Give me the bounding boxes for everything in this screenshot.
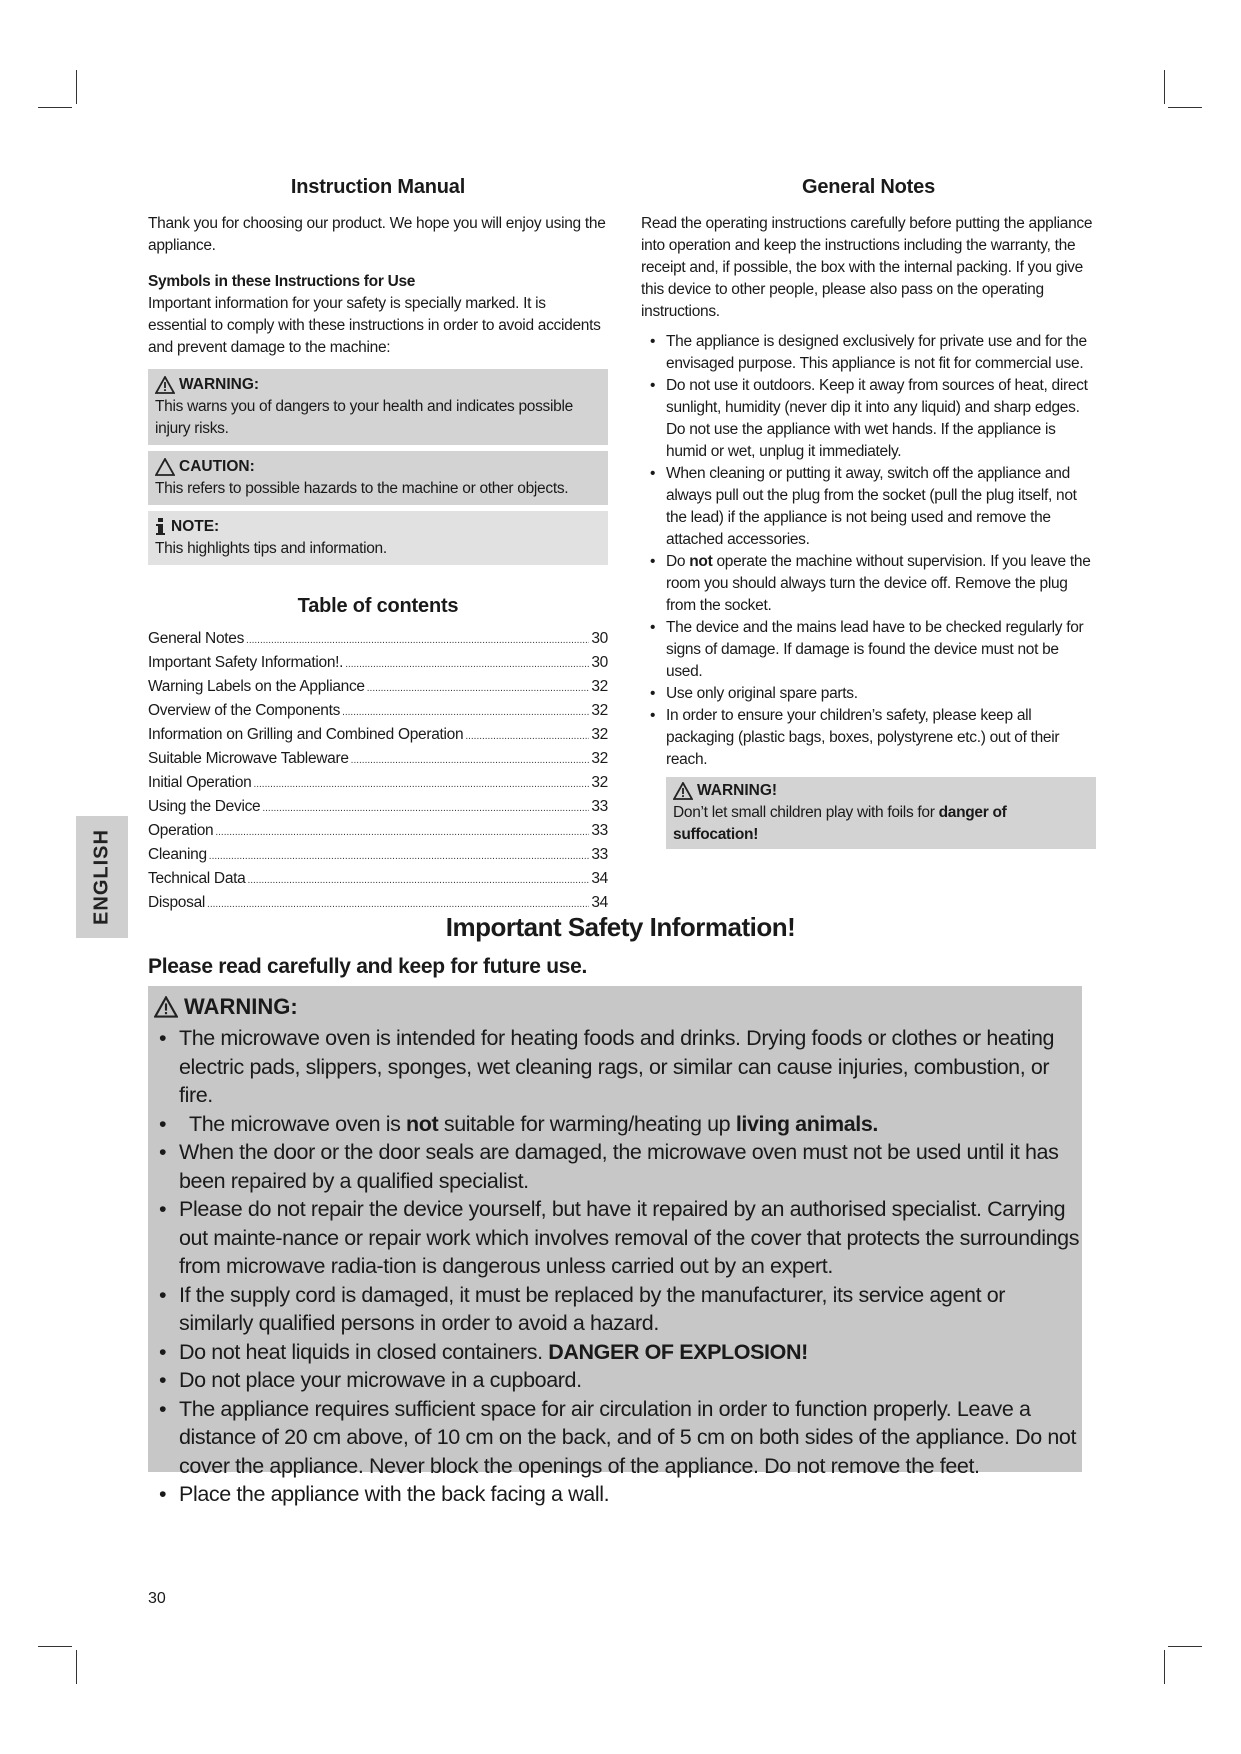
emphasis: DANGER OF EXPLOSION! [548,1339,808,1364]
safety-title: Important Safety Information! [445,912,796,942]
toc-entry-label: Information on Grilling and Combined Operation [148,726,464,743]
toc-leader-dots [209,844,590,868]
toc-row [148,676,608,700]
emphasis: not [406,1111,439,1136]
warning-triangle-icon [155,376,175,394]
toc-row [148,724,608,748]
list-item: • If the supply cord is damaged, it must be replaced by the manufacturer, its service agent or similarly qualified persons in order to avoid a hazard. [154,1281,1080,1338]
toc-entry-page: 34 [591,870,608,887]
warning-text: This warns you of dangers to your health and indicates possible injury risks. [155,398,573,437]
crop-mark-bottom-right-v [1164,1650,1165,1684]
crop-mark-top-left-v [76,70,77,104]
toc-leader-dots [367,676,590,700]
warning-label: WARNING! [697,782,778,799]
list-item: • The appliance requires sufficient space for air circulation in order to function properly. Leave a distance of 20 cm above, of 10 cm on the back, and of 5 cm on both sides of the appliance. Do not cover the appliance. Never block the openings of the appliance. Do not remove the feet. [154,1395,1080,1481]
toc-row [148,820,608,844]
note-text: This highlights tips and information. [155,540,387,557]
toc-leader-dots [345,652,589,676]
list-item: • Please do not repair the device yourself, but have it repaired by an authorised specialist. Carrying out mainte-nance or repair work which involves removal of the cover that protects the surroundings from microwave radia-tion is dangerous unless carried out by an expert. [154,1195,1080,1281]
list-item: • The appliance is designed exclusively for private use and for the envisaged purpose. This appliance is not fit for commercial use. [641,331,1096,375]
toc-leader-dots [246,628,589,652]
info-icon [155,518,167,536]
toc-row [148,748,608,772]
toc-leader-dots [351,748,590,772]
toc-entry-page: 32 [591,702,608,719]
toc-row [148,628,608,652]
warning-symbol-box [148,369,608,445]
emphasis: living animals. [735,1111,878,1136]
symbols-heading: Symbols in these Instructions for Use [148,273,416,290]
toc-entry-page: 32 [591,750,608,767]
toc-entry-label: Overview of the Components [148,702,341,719]
toc-title: Table of contents [297,595,459,617]
toc-row [148,796,608,820]
suffocation-warning-box [666,777,1096,849]
list-item: • Do not place your microwave in a cupboard. [154,1366,1080,1395]
language-tab-label: ENGLISH [90,829,113,925]
warning-triangle-icon [154,996,178,1018]
toc-leader-dots [253,772,589,796]
crop-mark-bottom-left-h [38,1646,72,1647]
safety-list [154,1024,1080,1509]
safety-subtitle: Please read carefully and keep for future use. [148,955,588,978]
emphasis: danger of suffocation! [673,804,1007,843]
toc-row [148,652,608,676]
toc-leader-dots [262,796,589,820]
toc-entry-page: 30 [591,630,608,647]
toc-entry-page: 33 [591,798,608,815]
caution-label: CAUTION: [179,458,255,475]
toc-row [148,868,608,892]
left-column [148,176,608,916]
toc-entry-label: Important Safety Information!. [148,654,344,671]
safety-warning-box [148,986,1082,1506]
general-notes-title: General Notes [801,176,935,198]
toc-entry-label: Disposal [148,894,206,911]
toc-entry-label: Warning Labels on the Appliance [148,678,365,695]
caution-symbol-box [148,451,608,505]
list-item: • Place the appliance with the back facing a wall. [154,1480,1080,1509]
warning-label: WARNING: [179,376,260,393]
intro-text: Thank you for choosing our product. We hope you will enjoy using the appliance. [148,215,606,254]
text-fragment: The microwave oven is [189,1111,407,1136]
list-item: • When cleaning or putting it away, switch off the appliance and always pull out the plug from the socket (pull the plug itself, not the lead) if the appliance is not being used and remove the attached accessories. [641,463,1096,551]
right-column [641,176,1096,849]
toc-leader-dots [247,868,589,892]
toc-entry-page: 33 [591,846,608,863]
list-item: • Use only original spare parts. [641,683,1096,705]
text-fragment: Do [666,553,690,570]
note-symbol-box [148,511,608,565]
toc-entry-page: 30 [591,654,608,671]
text-fragment: Do not heat liquids in closed containers. [179,1339,549,1364]
warning-label: WARNING: [184,994,298,1019]
crop-mark-bottom-right-h [1168,1646,1202,1647]
text-fragment: suitable for warming/heating up [438,1111,736,1136]
text-fragment: operate the machine without supervision. If you leave the room you should always turn the device off. Remove the plug from the socket. [666,553,1091,614]
crop-mark-top-left-h [38,107,72,108]
toc-leader-dots [342,700,589,724]
toc-entry-page: 33 [591,822,608,839]
toc-entry-page: 32 [591,726,608,743]
list-item [641,551,1096,617]
warning-text [673,802,1090,846]
note-label: NOTE: [171,518,220,535]
toc-entry-page: 32 [591,678,608,695]
caution-text: This refers to possible hazards to the machine or other objects. [155,480,569,497]
instruction-manual-title: Instruction Manual [290,176,466,198]
toc-entry-label: Initial Operation [148,774,252,791]
list-item: • When the door or the door seals are damaged, the microwave oven must not be used until it has been repaired by a qualified specialist. [154,1138,1080,1195]
toc-entry-page: 32 [591,774,608,791]
list-item: • The microwave oven is intended for heating foods and drinks. Drying foods or clothes or heating electric pads, slippers, sponges, wet cleaning rags, or similar can cause injuries, combustion, or fire. [154,1024,1080,1110]
table-of-contents [148,628,608,916]
toc-row [148,772,608,796]
emphasis: not [689,553,713,570]
list-item [154,1110,1080,1139]
toc-row [148,700,608,724]
general-notes-list [641,331,1096,771]
toc-entry-page: 34 [591,894,608,911]
text-fragment: Don’t let small children play with foils for [673,804,939,821]
general-notes-intro: Read the operating instructions carefully before putting the appliance into operation and keep the instructions including the warranty, the receipt and, if possible, the box with the internal packing. If you give this device to other people, please also pass on the operating instructions. [641,215,1093,320]
caution-triangle-icon [155,458,175,476]
toc-entry-label: Technical Data [148,870,246,887]
toc-leader-dots [215,820,589,844]
warning-triangle-icon [673,782,693,800]
list-item: • Do not use it outdoors. Keep it away from sources of heat, direct sunlight, humidity (never dip it into any liquid) and sharp edges. Do not use the appliance with wet hands. If the appliance is humid or wet, unplug it immediately. [641,375,1096,463]
toc-entry-label: Operation [148,822,214,839]
crop-mark-top-right-h [1168,107,1202,108]
list-item: • The device and the mains lead have to be checked regularly for signs of damage. If damage is found the device must not be used. [641,617,1096,683]
toc-entry-label: Cleaning [148,846,207,863]
list-item: • In order to ensure your children’s safety, please keep all packaging (plastic bags, boxes, polystyrene etc.) out of their reach. [641,705,1096,771]
symbols-text: Important information for your safety is specially marked. It is essential to comply with these instructions in order to avoid accidents and prevent damage to the machine: [148,295,601,356]
crop-mark-top-right-v [1164,70,1165,104]
toc-entry-label: Suitable Microwave Tableware [148,750,349,767]
page-number: 30 [148,1590,166,1607]
toc-leader-dots [465,724,589,748]
list-item [154,1338,1080,1367]
toc-entry-label: Using the Device [148,798,261,815]
toc-entry-label: General Notes [148,630,245,647]
crop-mark-bottom-left-v [76,1650,77,1684]
toc-row [148,844,608,868]
